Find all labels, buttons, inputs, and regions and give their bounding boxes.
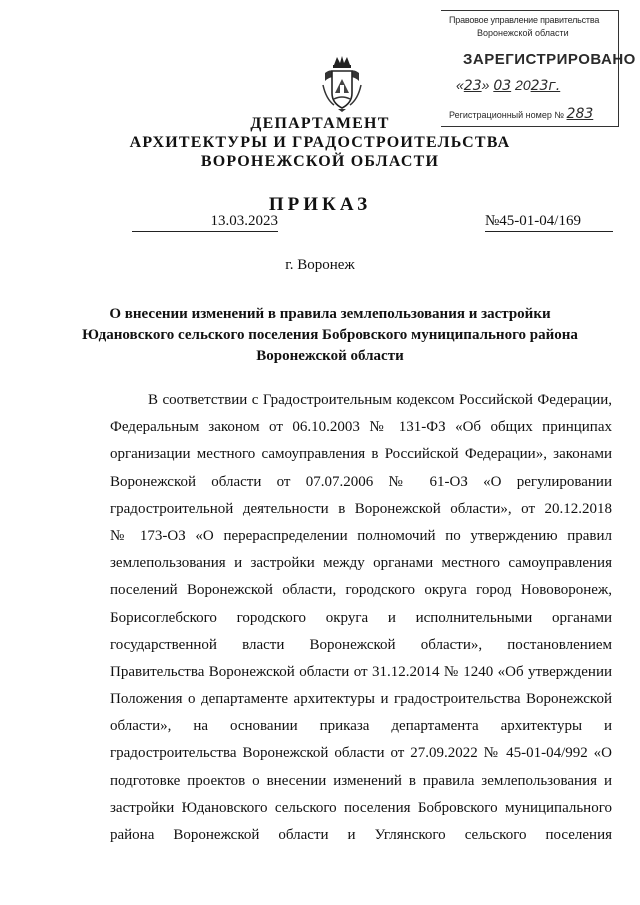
stamp-date: «23» 03 2023г. <box>456 77 561 94</box>
stamp-status: ЗАРЕГИСТРИРОВАНО <box>463 51 636 68</box>
stamp-reg-label: Регистрационный номер № <box>449 110 565 120</box>
stamp-date-day: 23 <box>463 78 482 94</box>
stamp-date-month: 03 <box>493 78 512 94</box>
body-line: Правительства Воронежской области от 31.12.2014 № 1240 «Об утверждении <box>110 663 612 680</box>
subject-line-2: Юдановского сельского поселения Бобровского муниципального района <box>82 327 578 343</box>
subject-line-3: Воронежской области <box>256 348 404 364</box>
body-line: Положения о департаменте архитектуры и градостроительства Воронежской <box>110 691 612 708</box>
order-body <box>110 387 612 849</box>
body-line: градостроительства Воронежской области от 27.09.2022 № 45-01-04/992 «О <box>110 745 612 762</box>
department-line-2: АРХИТЕКТУРЫ И ГРАДОСТРОИТЕЛЬСТВА <box>129 134 511 151</box>
order-date: 13.03.2023 <box>132 213 278 232</box>
body-line: района Воронежской области и Углянского сельского поселения <box>110 827 612 843</box>
order-number: №45-01-04/169 <box>485 213 613 232</box>
order-subject <box>60 304 600 367</box>
body-line: землепользования и застройки между органами местного самоуправления <box>110 555 612 572</box>
body-line: Федеральным законом от 06.10.2003 № 131-ФЗ «Об общих принципах <box>110 419 612 436</box>
body-line: застройки Юдановского сельского поселения Бобровского муниципального <box>110 799 612 816</box>
body-line: Борисоглебского городского округа и исполнительными органами <box>110 609 612 626</box>
stamp-region-line: Воронежской области <box>477 28 569 38</box>
body-line: градостроительной деятельности в Воронежской области», от 20.12.2018 <box>110 500 612 517</box>
body-line: организации местного самоуправления в Российской Федерации», законами <box>110 446 612 463</box>
stamp-date-year-prefix: 20 <box>515 77 531 93</box>
city: г. Воронеж <box>285 257 355 273</box>
body-line: поселений Воронежской области, городского округа город Нововоронеж, <box>110 582 612 599</box>
stamp-date-year-suffix: 23г. <box>530 78 561 94</box>
body-line: № 173-ОЗ «О перераспределении полномочий по утверждению правил <box>110 527 612 544</box>
registration-stamp <box>441 10 636 127</box>
body-line: В соответствии с Градостроительным кодексом Российской Федерации, <box>148 392 612 408</box>
coat-of-arms-icon <box>320 55 364 113</box>
body-line: области», на основании приказа департамента архитектуры и <box>110 718 612 735</box>
department-line-1: ДЕПАРТАМЕНТ <box>250 115 390 132</box>
stamp-reg-number: 283 <box>566 106 594 122</box>
department-line-3: ВОРОНЕЖСКОЙ ОБЛАСТИ <box>200 153 440 170</box>
body-line: государственной власти Воронежской области», постановлением <box>110 636 612 653</box>
body-line: подготовке проектов о внесении изменений в правила землепользования и <box>110 772 612 789</box>
stamp-authority-line: Правовое управление правительства <box>449 15 600 25</box>
body-line: Воронежской области от 07.07.2006 № 61-ОЗ «О регулировании <box>110 473 612 490</box>
document-title: ПРИКАЗ <box>268 194 372 215</box>
department-header <box>0 114 640 171</box>
subject-line-1: О внесении изменений в правила землепользования и застройки <box>109 306 551 322</box>
